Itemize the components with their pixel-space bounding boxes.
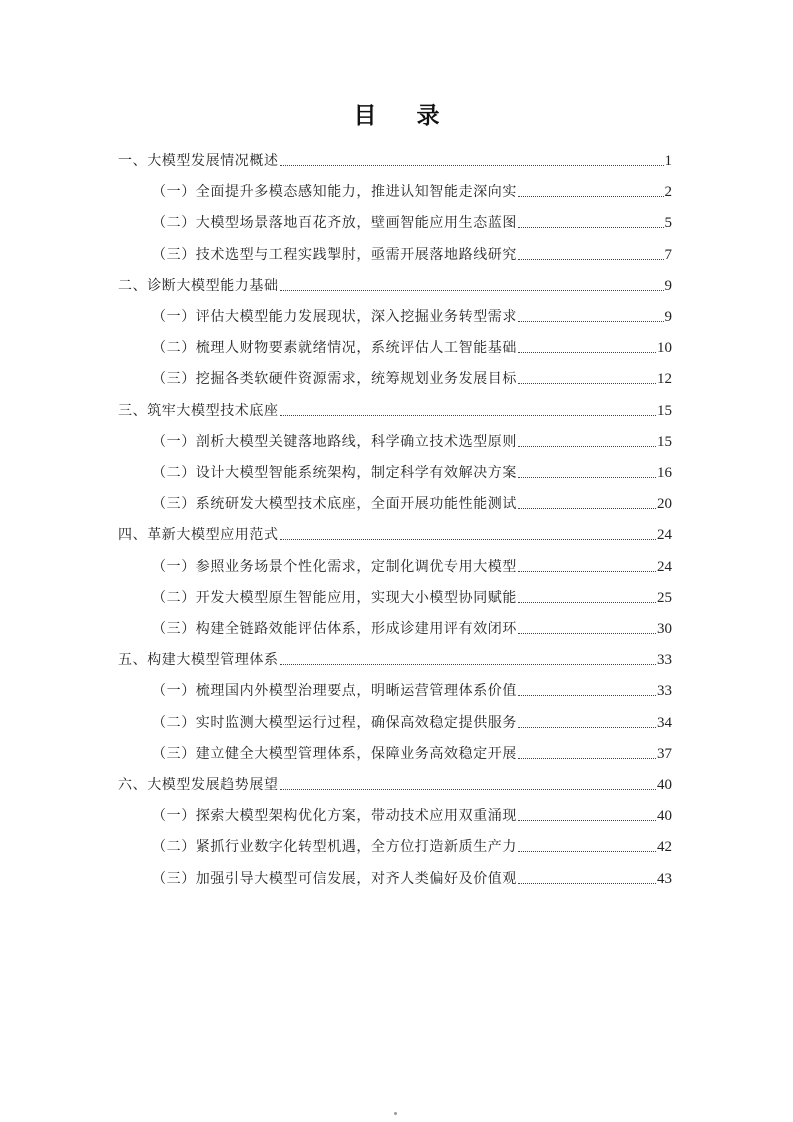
toc-subsection-5-2[interactable]: [152, 702, 672, 733]
toc-entry-label: （二）开发大模型原生智能应用，实现大小模型协同赋能: [152, 589, 517, 606]
toc-entry-label: （三）加强引导大模型可信发展，对齐人类偏好及价值观: [152, 870, 517, 887]
toc-page-number: 10: [657, 340, 672, 357]
dot-leader: [280, 789, 656, 790]
footer-dot: [394, 1112, 397, 1115]
dot-leader: [280, 664, 656, 665]
toc-subsection-4-2[interactable]: [152, 577, 672, 608]
toc-page-number: 9: [664, 309, 672, 325]
toc-entry-label: （一）评估大模型能力发展现状，深入挖掘业务转型需求: [152, 309, 517, 325]
toc-page-number: 43: [657, 870, 672, 887]
toc-entry-label: （三）系统研发大模型技术底座，全面开展功能性能测试: [152, 496, 517, 513]
toc-page-number: 24: [657, 558, 672, 575]
toc-page-number: 34: [657, 714, 672, 731]
dot-leader: [518, 259, 664, 260]
toc-entry-label: 三、筑牢大模型技术底座: [118, 402, 279, 419]
toc-subsection-5-3[interactable]: [152, 733, 672, 764]
toc-entry-label: （一）梳理国内外模型治理要点，明晰运营管理体系价值: [152, 683, 517, 700]
toc-entry-label: （一）参照业务场景个性化需求，定制化调优专用大模型: [152, 558, 517, 575]
dot-leader: [518, 446, 656, 447]
toc-page-number: 15: [657, 433, 672, 450]
toc-page-number: 15: [657, 402, 672, 419]
toc-subsection-6-1[interactable]: [152, 795, 672, 826]
page-title: 目 录: [353, 103, 456, 129]
dot-leader: [518, 820, 656, 821]
toc-subsection-2-2[interactable]: [152, 327, 672, 358]
toc-subsection-2-3[interactable]: [152, 358, 672, 389]
dot-leader: [280, 415, 656, 416]
toc-page-number: 2: [664, 184, 672, 201]
toc-page-number: 42: [657, 839, 672, 856]
toc-section-5[interactable]: [118, 639, 672, 670]
toc-page-number: 1: [664, 153, 672, 169]
toc-subsection-5-1[interactable]: [152, 670, 672, 701]
toc-entry-label: （二）梳理人财物要素就绪情况，系统评估人工智能基础: [152, 340, 517, 357]
toc-subsection-1-1[interactable]: [152, 171, 672, 202]
toc-section-3[interactable]: [118, 390, 672, 421]
dot-leader: [518, 227, 664, 228]
toc-page-number: 16: [657, 465, 672, 481]
toc-entry-label: （三）技术选型与工程实践掣肘，亟需开展落地路线研究: [152, 246, 517, 263]
toc-entry-label: 六、大模型发展趋势展望: [118, 777, 279, 793]
toc-entry-label: （三）构建全链路效能评估体系，形成诊建用评有效闭环: [152, 621, 517, 637]
dot-leader: [518, 695, 656, 696]
dot-leader: [518, 883, 656, 884]
dot-leader: [518, 727, 656, 728]
toc-page-number: 25: [657, 589, 672, 606]
dot-leader: [518, 633, 656, 634]
toc-page-number: 9: [664, 277, 672, 294]
toc-entry-label: （二）紧抓行业数字化转型机遇，全方位打造新质生产力: [152, 839, 517, 856]
dot-leader: [518, 196, 664, 197]
dot-leader: [518, 352, 656, 353]
toc-entry-label: 四、革新大模型应用范式: [118, 527, 279, 544]
toc-entry-label: （三）挖掘各类软硬件资源需求，统筹规划业务发展目标: [152, 371, 517, 388]
toc-page-number: 40: [657, 777, 672, 793]
toc-subsection-6-2[interactable]: [152, 826, 672, 857]
toc-entry-label: （二）大模型场景落地百花齐放，壁画智能应用生态蓝图: [152, 215, 517, 232]
toc-page-number: 12: [657, 371, 672, 388]
dot-leader: [518, 508, 656, 509]
dot-leader: [280, 165, 664, 166]
toc-subsection-1-2[interactable]: [152, 202, 672, 233]
toc-entry-label: （三）建立健全大模型管理体系，保障业务高效稳定开展: [152, 745, 517, 762]
toc-section-1[interactable]: [118, 140, 672, 171]
toc-subsection-1-3[interactable]: [152, 234, 672, 265]
toc-subsection-4-3[interactable]: [152, 608, 672, 639]
toc-page-number: 5: [664, 215, 672, 232]
toc-entry-label: （一）剖析大模型关键落地路线，科学确立技术选型原则: [152, 433, 517, 450]
toc-subsection-6-3[interactable]: [152, 858, 672, 889]
toc-section-6[interactable]: [118, 764, 672, 795]
toc-entry-label: （二）设计大模型智能系统架构，制定科学有效解决方案: [152, 465, 517, 481]
toc-page-number: 33: [657, 652, 672, 669]
toc-subsection-2-1[interactable]: [152, 296, 672, 327]
toc-page-number: 7: [664, 246, 672, 263]
toc-subsection-3-3[interactable]: [152, 483, 672, 514]
toc-page-number: 40: [657, 808, 672, 825]
toc-subsection-4-1[interactable]: [152, 546, 672, 577]
dot-leader: [518, 758, 656, 759]
toc-subsection-3-2[interactable]: [152, 452, 672, 483]
dot-leader: [518, 321, 664, 322]
dot-leader: [518, 851, 656, 852]
toc-entry-label: 一、大模型发展情况概述: [118, 153, 279, 169]
toc-entry-label: （二）实时监测大模型运行过程，确保高效稳定提供服务: [152, 714, 517, 731]
toc-page-number: 33: [657, 683, 672, 700]
toc-page-number: 20: [657, 496, 672, 513]
toc-page-number: 30: [657, 621, 672, 637]
toc-entry-label: （一）全面提升多模态感知能力，推进认知智能走深向实: [152, 184, 517, 201]
dot-leader: [518, 477, 656, 478]
toc-page-number: 24: [657, 527, 672, 544]
dot-leader: [518, 383, 656, 384]
dot-leader: [518, 571, 656, 572]
dot-leader: [280, 539, 656, 540]
toc-entry-label: 二、诊断大模型能力基础: [118, 277, 279, 294]
toc-section-4[interactable]: [118, 514, 672, 545]
toc-page-number: 37: [657, 745, 672, 762]
toc-subsection-3-1[interactable]: [152, 421, 672, 452]
dot-leader: [280, 290, 664, 291]
toc-entry-label: 五、构建大模型管理体系: [118, 652, 279, 669]
toc-section-2[interactable]: [118, 265, 672, 296]
dot-leader: [518, 602, 656, 603]
toc-entry-label: （一）探索大模型架构优化方案，带动技术应用双重涌现: [152, 808, 517, 825]
